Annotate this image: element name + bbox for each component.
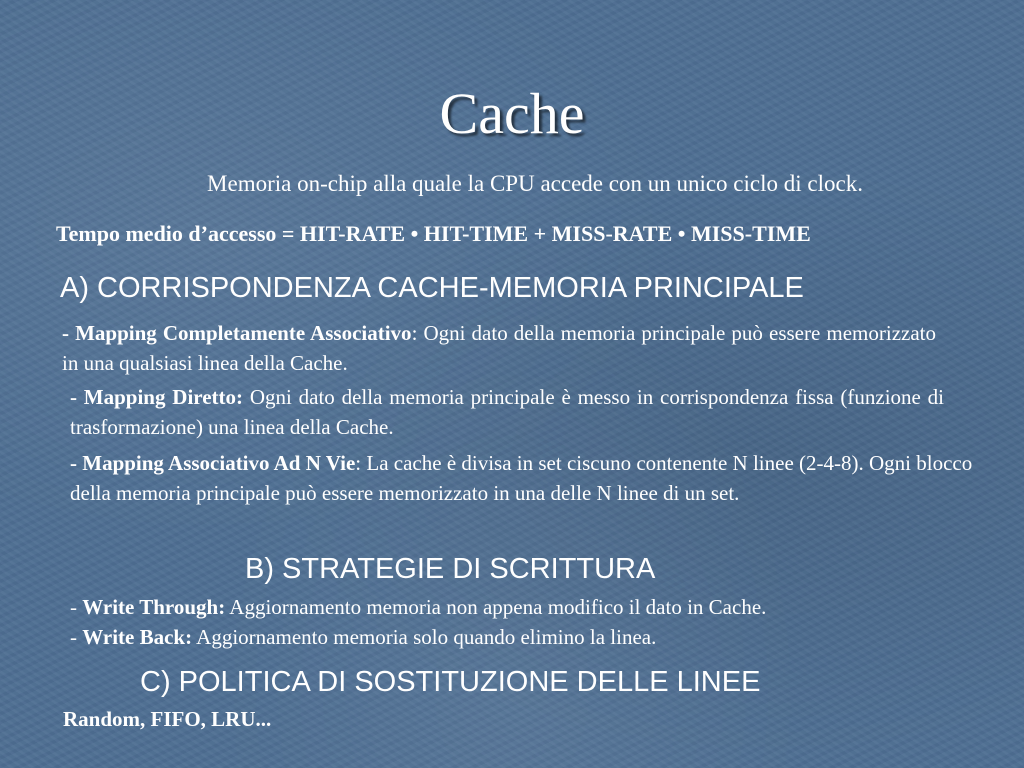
section-b-item-1-text: Aggiornamento memoria non appena modifico il dato in Cache.: [225, 595, 767, 619]
section-a-item-3-label: - Mapping Associativo Ad N Vie: [70, 451, 356, 475]
section-a-item-2-label: - Mapping Diretto:: [70, 385, 244, 409]
section-a-item-1: [62, 318, 936, 378]
section-a-item-2-text: Ogni dato della memoria principale è messo in corrispondenza fissa (funzione di trasformazione) una linea della Cache.: [70, 385, 944, 439]
subtitle: Memoria on-chip alla quale la CPU accede con un unico ciclo di clock.: [207, 171, 863, 196]
section-b-heading: B) STRATEGIE DI SCRITTURA: [245, 553, 656, 585]
section-b-item-1-prefix: -: [70, 595, 83, 619]
access-time-formula: Tempo medio d’accesso = HIT-RATE • HIT-TIME + MISS-RATE • MISS-TIME: [56, 221, 811, 246]
section-a-item-1-text: : Ogni dato della memoria principale può essere memorizzato in una qualsiasi linea della Cache.: [62, 321, 936, 375]
section-b-item-2-prefix: -: [70, 625, 83, 649]
slide-title: Cache: [439, 81, 585, 146]
section-a-item-3: [70, 448, 1015, 508]
section-a-heading: A) CORRISPONDENZA CACHE-MEMORIA PRINCIPALE: [60, 272, 804, 304]
section-c-heading: C) POLITICA DI SOSTITUZIONE DELLE LINEE: [140, 666, 761, 698]
section-b-item-2: [70, 622, 1015, 652]
replacement-policies: Random, FIFO, LRU...: [63, 707, 272, 731]
section-b-item-2-label: Write Back:: [82, 625, 193, 649]
section-a-item-3-text: : La cache è divisa in set ciscuno contenente N linee (2-4-8). Ogni blocco della memoria principale può essere memorizzato in una delle N linee di un set.: [70, 451, 973, 505]
section-b-item-2-text: Aggiornamento memoria solo quando elimino la linea.: [192, 625, 657, 649]
section-b-item-1: [70, 592, 1015, 622]
section-b-item-1-label: Write Through:: [82, 595, 226, 619]
section-a-item-2: [70, 382, 944, 442]
section-a-item-1-label: - Mapping Completamente Associativo: [62, 321, 412, 345]
